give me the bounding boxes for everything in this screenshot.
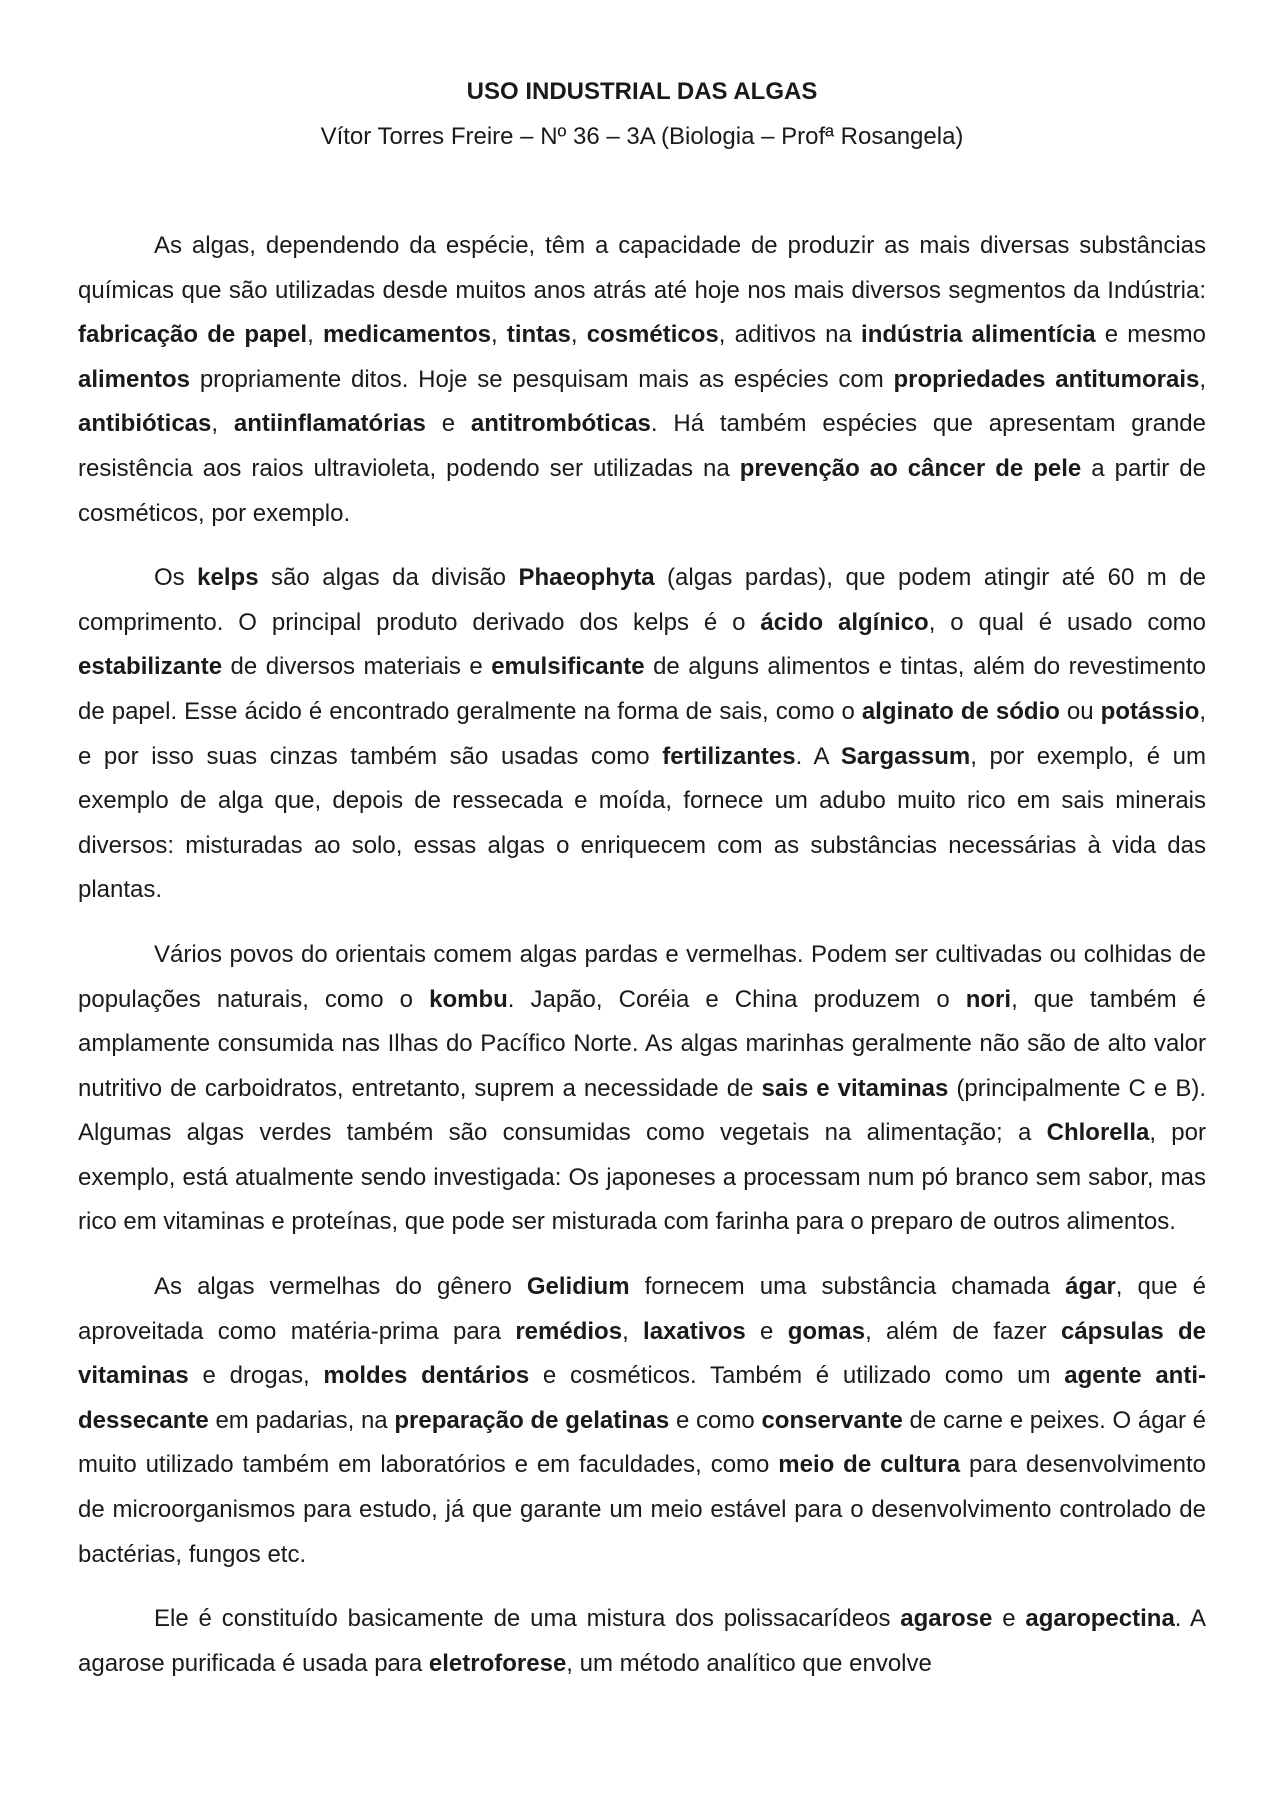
bold-term: fertilizantes xyxy=(662,742,796,770)
bold-term: cosméticos xyxy=(586,321,719,349)
text-segment: . Há também espécies que apresentam grande resistência aos raios ultravioleta, podendo ser utilizadas na xyxy=(78,410,1206,482)
bold-term: Phaeophyta xyxy=(518,564,655,592)
text-segment: , um método analítico que envolve xyxy=(566,1649,932,1677)
text-segment: , xyxy=(491,321,507,349)
body-paragraph xyxy=(78,556,1206,913)
bold-term: prevenção ao câncer de pele xyxy=(739,454,1082,482)
text-segment: , por exemplo, está atualmente sendo investigada: Os japoneses a processam num pó branco sem sabor, mas rico em vitaminas e proteínas, que pode ser misturada com farinha para o preparo de outros alimentos. xyxy=(78,1119,1206,1236)
text-segment: As algas vermelhas do gênero xyxy=(154,1273,527,1301)
body-paragraph xyxy=(78,224,1206,536)
text-segment: Ele é constituído basicamente de uma mistura dos polissacarídeos xyxy=(154,1605,901,1633)
bold-term: agente anti-dessecante xyxy=(78,1362,1206,1434)
bold-term: estabilizante xyxy=(78,653,223,681)
text-segment: , xyxy=(307,321,323,349)
bold-term: sais e vitaminas xyxy=(761,1074,949,1102)
text-segment: e mesmo xyxy=(1095,321,1206,349)
bold-term: Gelidium xyxy=(526,1273,630,1301)
bold-term: kelps xyxy=(197,564,259,592)
body-paragraph xyxy=(78,933,1206,1245)
bold-term: medicamentos xyxy=(322,321,491,349)
bold-term: laxativos xyxy=(643,1317,746,1345)
bold-term: preparação de gelatinas xyxy=(394,1406,670,1434)
text-segment: de carne e peixes. O ágar é muito utilizado também em laboratórios e em faculdades, como xyxy=(78,1406,1207,1479)
text-segment: , que também é amplamente consumida nas Ilhas do Pacífico Norte. As algas marinhas geralmente não são de alto valor nutritivo de carboidratos, entretanto, suprem a necessidade de xyxy=(78,985,1206,1102)
text-segment: . Japão, Coréia e China produzem o xyxy=(507,985,966,1013)
bold-term: antiinflamatórias xyxy=(233,410,426,438)
text-segment: , aditivos na xyxy=(718,321,862,349)
text-segment: fornecem uma substância chamada xyxy=(629,1273,1066,1301)
text-segment: e xyxy=(992,1605,1026,1633)
bold-term: cápsulas de vitaminas xyxy=(78,1317,1206,1390)
text-segment: e xyxy=(425,410,471,438)
bold-term: indústria alimentícia xyxy=(861,321,1096,349)
text-segment: . A agarose purificada é usada para xyxy=(78,1605,1206,1677)
bold-term: nori xyxy=(965,985,1012,1013)
text-segment: Os xyxy=(154,564,198,592)
text-segment: , o qual é usado como xyxy=(928,608,1207,636)
bold-term: Sargassum xyxy=(840,742,971,770)
bold-term: kombu xyxy=(429,985,508,1013)
text-segment: , xyxy=(570,321,587,349)
text-segment: e cosméticos. Também é utilizado como um xyxy=(529,1362,1065,1390)
text-segment: (principalmente C e B). Algumas algas verdes também são consumidas como vegetais na alimentação; a xyxy=(78,1074,1207,1147)
bold-term: alginato de sódio xyxy=(861,697,1060,725)
text-segment: Vários povos do orientais comem algas pardas e vermelhas. Podem ser cultivadas ou colhidas de populações naturais, como o xyxy=(78,940,1206,1013)
bold-term: Chlorella xyxy=(1046,1119,1150,1147)
bold-term: agaropectina xyxy=(1025,1605,1175,1633)
bold-term: eletroforese xyxy=(428,1649,567,1677)
bold-term: potássio xyxy=(1100,697,1200,725)
text-segment: de alguns alimentos e tintas, além do revestimento de papel. Esse ácido é encontrado geralmente na forma de sais, como o xyxy=(78,653,1207,725)
text-segment: , xyxy=(211,410,234,438)
text-segment: para desenvolvimento de microorganismos para estudo, já que garante um meio estável para o desenvolvimento controlado de bactérias, fungos etc. xyxy=(78,1451,1207,1568)
text-segment: e xyxy=(745,1317,788,1345)
text-segment: em padarias, na xyxy=(208,1406,395,1434)
text-segment: As algas, dependendo da espécie, têm a capacidade de produzir as mais diversas substâncias químicas que são utilizadas desde muitos anos atrás até hoje nos mais diversos segmentos da Indústria: xyxy=(78,232,1206,304)
body-paragraph xyxy=(78,1265,1206,1577)
bold-term: agarose xyxy=(900,1605,993,1633)
text-segment: propriamente ditos. Hoje se pesquisam mais as espécies com xyxy=(190,365,894,393)
bold-term: alimentos xyxy=(78,365,191,393)
bold-term: emulsificante xyxy=(491,653,645,681)
text-segment: e como xyxy=(669,1406,762,1434)
document-subtitle: Vítor Torres Freire – Nº 36 – 3A (Biologia – Profª Rosangela) xyxy=(320,123,964,150)
bold-term: antibióticas xyxy=(78,410,212,438)
text-segment: , e por isso suas cinzas também são usadas como xyxy=(78,697,1207,770)
text-segment: de diversos materiais e xyxy=(222,653,492,681)
bold-term: conservante xyxy=(761,1406,903,1434)
bold-term: meio de cultura xyxy=(778,1451,961,1479)
text-segment: (algas pardas), que podem atingir até 60 m de comprimento. O principal produto derivado dos kelps é o xyxy=(78,564,1206,636)
bold-term: propriedades antitumorais xyxy=(893,365,1200,393)
document-title: USO INDUSTRIAL DAS ALGAS xyxy=(466,78,818,105)
text-segment: , que é aproveitada como matéria-prima para xyxy=(78,1273,1206,1345)
text-segment: , xyxy=(622,1317,644,1345)
bold-term: fabricação de papel xyxy=(78,321,308,349)
text-segment: ou xyxy=(1059,697,1101,725)
text-segment: a partir de cosméticos, por exemplo. xyxy=(78,454,1206,527)
text-segment: , além de fazer xyxy=(865,1317,1061,1345)
bold-term: ágar xyxy=(1065,1273,1116,1301)
text-segment: e drogas, xyxy=(188,1362,324,1390)
body-paragraph xyxy=(78,1597,1206,1686)
bold-term: remédios xyxy=(515,1317,623,1345)
text-segment: , xyxy=(1199,365,1207,393)
bold-term: antitrombóticas xyxy=(470,410,651,438)
text-segment: são algas da divisão xyxy=(258,564,519,592)
text-segment: , por exemplo, é um exemplo de alga que, depois de ressecada e moída, fornece um adubo muito rico em sais minerais diversos: misturadas ao solo, essas algas o enriquecem com as substâncias necessárias à vida das plantas. xyxy=(78,742,1206,904)
text-segment: . A xyxy=(795,742,841,770)
bold-term: moldes dentários xyxy=(323,1362,530,1390)
document-body xyxy=(78,224,1206,1686)
bold-term: ácido algínico xyxy=(760,608,929,636)
bold-term: tintas xyxy=(506,321,571,349)
bold-term: gomas xyxy=(787,1317,866,1345)
